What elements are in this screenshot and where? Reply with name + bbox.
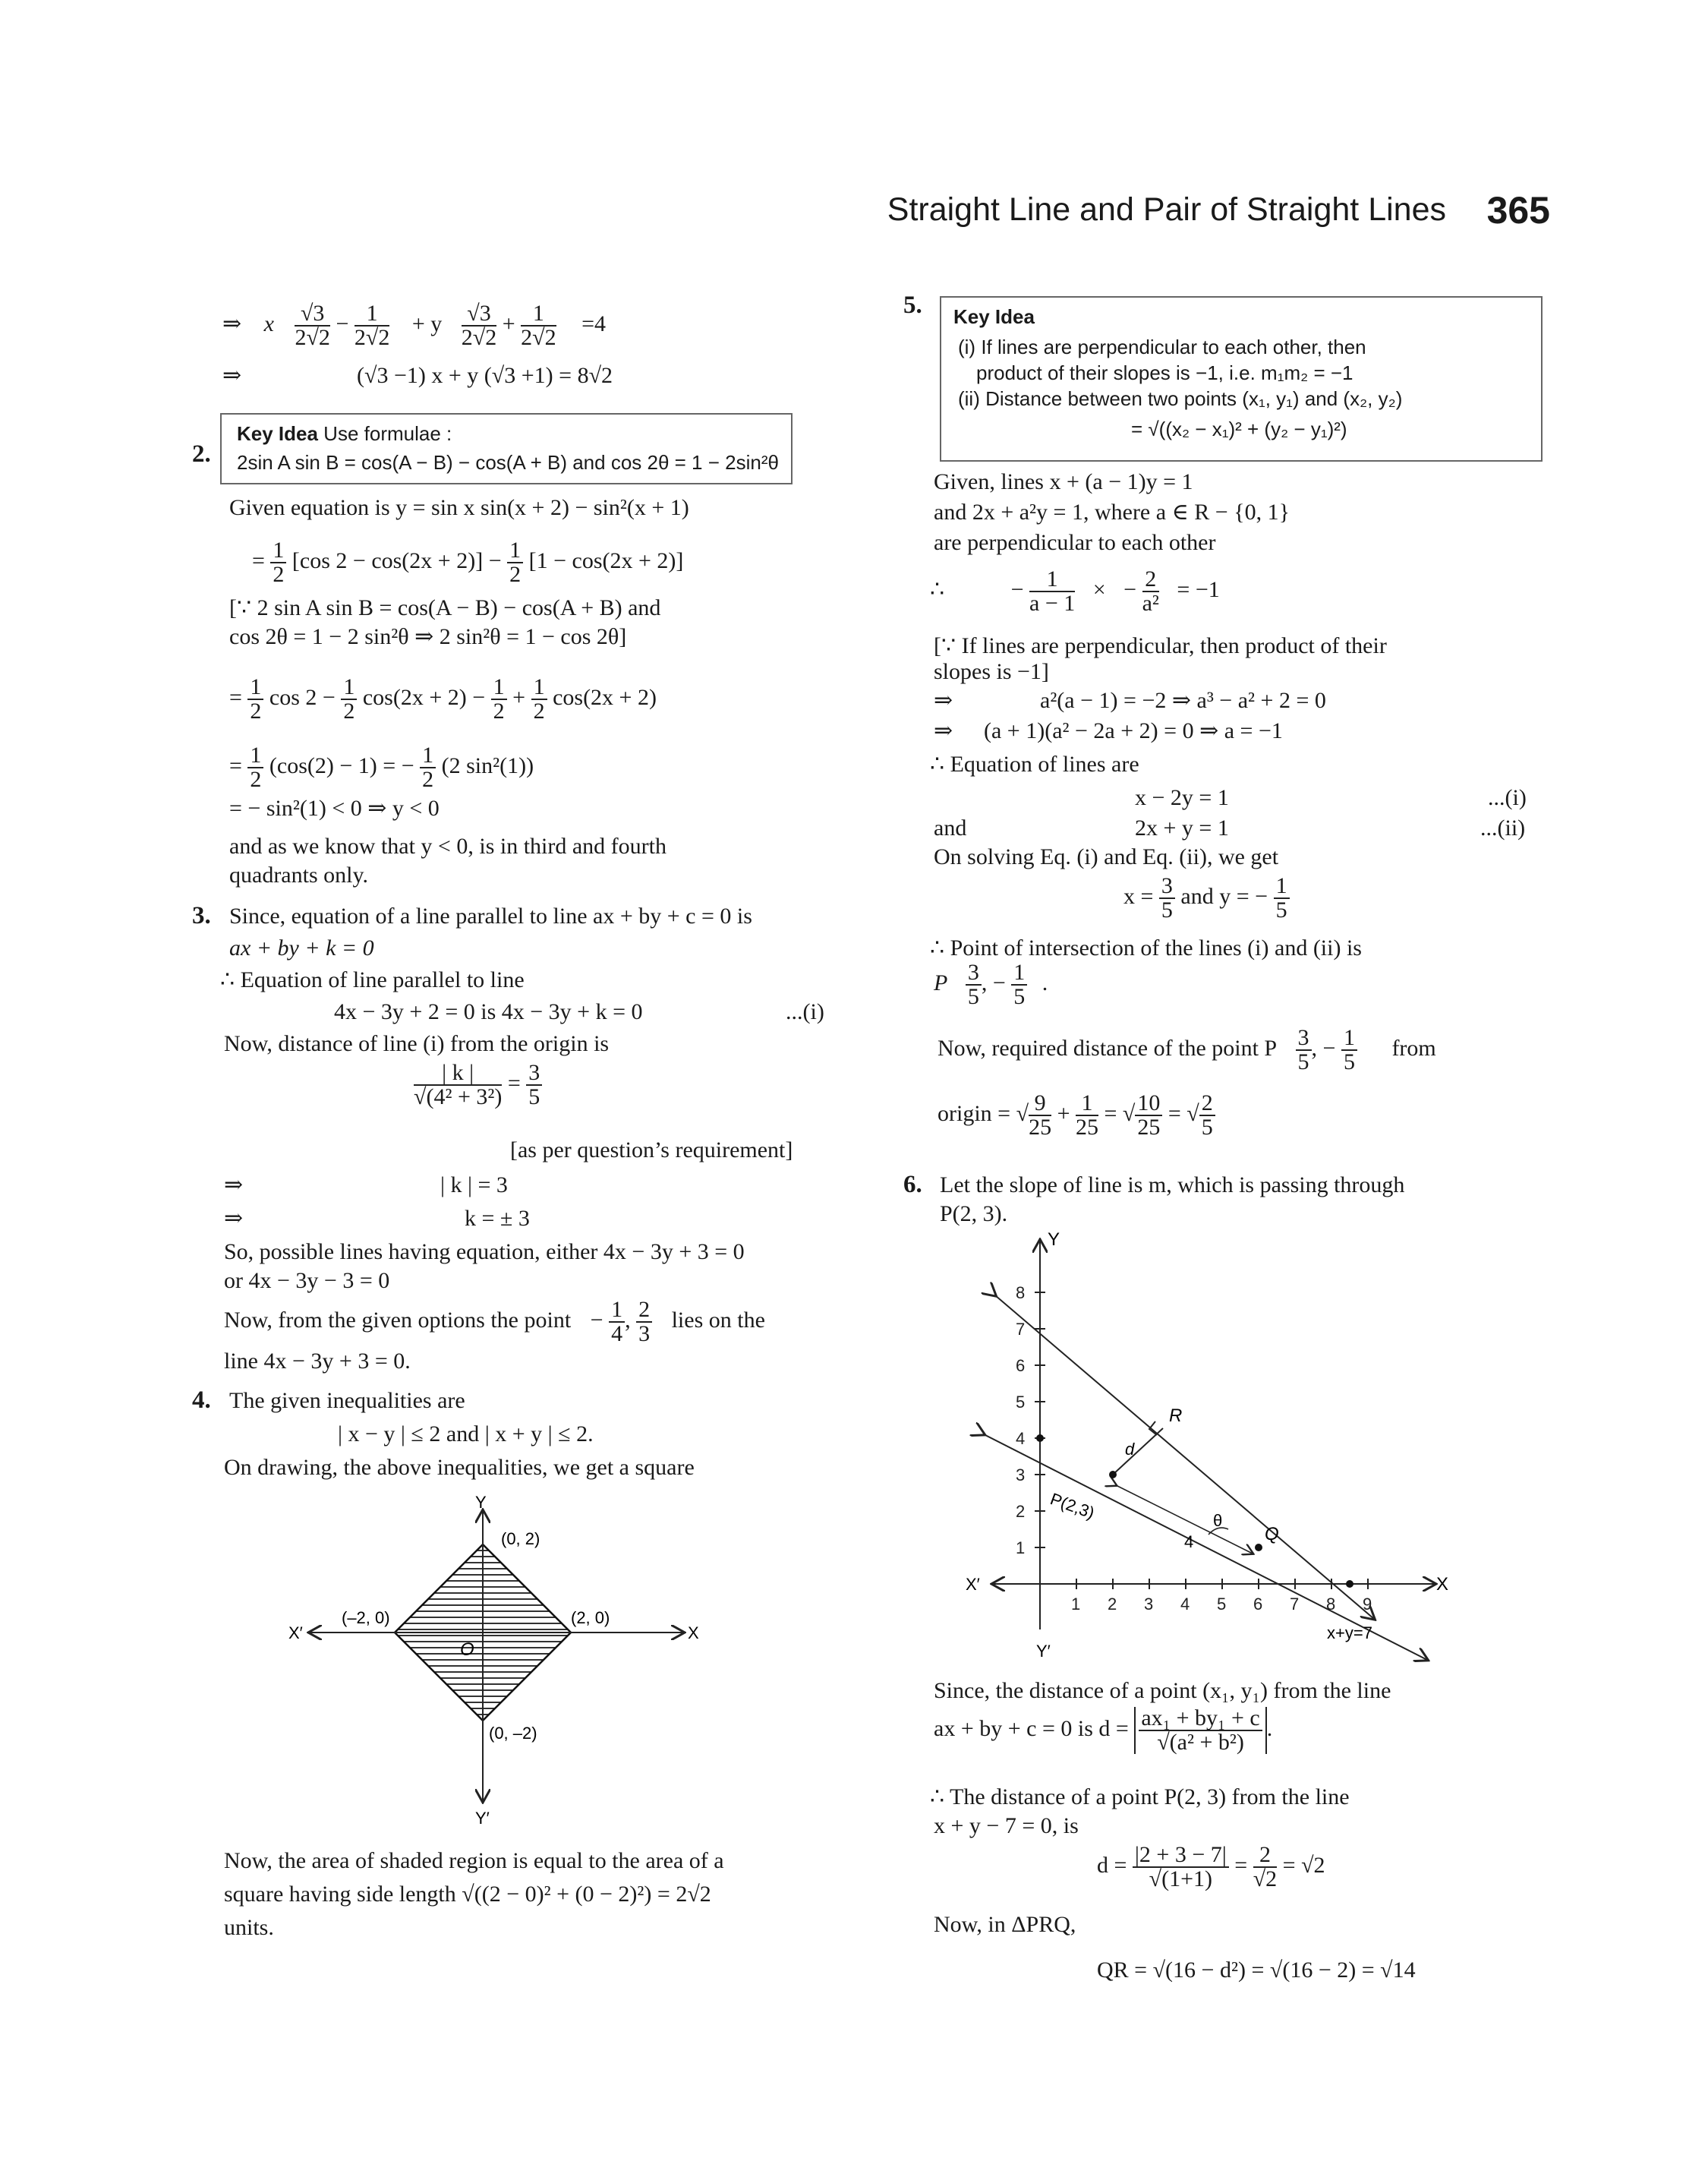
x-tick-label: 9 [1363, 1595, 1372, 1614]
text-line: On drawing, the above inequalities, we get a square [224, 1455, 695, 1480]
running-header-title: Straight Line and Pair of Straight Lines [887, 191, 1446, 228]
vertex-label-left: (–2, 0) [342, 1608, 390, 1627]
y-tick-label: 1 [1016, 1538, 1026, 1557]
question-number: 6. [903, 1171, 922, 1198]
text-line: square having side length √((2 − 0)² + (0 − 2)²) = 2√2 [224, 1882, 711, 1907]
implies-symbol: ⇒ [934, 688, 953, 713]
text-line: ∴ Point of intersection of the lines (i) and (ii) is [930, 935, 1362, 961]
text-line: [∵ If lines are perpendicular, then product of their [934, 633, 1387, 658]
text-line: line 4x − 3y + 3 = 0. [224, 1349, 411, 1374]
implies-symbol: ⇒ [224, 1172, 244, 1197]
y-tick-label: 2 [1016, 1502, 1026, 1521]
label-four: 4 [1184, 1532, 1194, 1551]
label-theta: θ [1213, 1511, 1223, 1530]
y-axis-label: Y [475, 1496, 487, 1512]
text-line: [as per question’s requirement] [510, 1137, 793, 1162]
math-line: origin = √ $\frac{9}{25}$ + $\frac{1}{25}$ = √ $\frac{10}{25}$ = √ $\frac{2}{5}$ [938, 1092, 1215, 1139]
text-line: units. [224, 1915, 274, 1940]
text-line: [∵ 2 sin A sin B = cos(A − B) − cos(A + B) and [229, 595, 661, 620]
equation-line: | k | = 3 [440, 1172, 508, 1197]
text-line: quadrants only. [229, 863, 369, 888]
text-line: Since, equation of a line parallel to line ax + by + c = 0 is [229, 904, 752, 929]
equation-line: 4x − 3y + 2 = 0 is 4x − 3y + k = 0 [334, 999, 643, 1024]
key-idea-text: product of their slopes is −1, i.e. m₁m₂ = −1 [976, 361, 1353, 384]
text-line: So, possible lines having equation, either 4x − 3y + 3 = 0 [224, 1239, 745, 1264]
text-line: Given, lines x + (a − 1)y = 1 [934, 469, 1193, 494]
vertex-label-bottom: (0, –2) [489, 1724, 537, 1743]
label-line-equation: x+y=7 [1327, 1623, 1372, 1642]
var-x: x [263, 311, 274, 336]
top-line-1: ⇒ x $\frac{√3}{2√2}$ − $\frac{1}{2√2}$ + y $\frac{√3}{2√2}$ + $\frac{1}{2√2}$ =4 [222, 301, 607, 350]
x-tick-label: 7 [1290, 1595, 1300, 1614]
text-line: and as we know that y < 0, is in third and fourth [229, 834, 666, 859]
y-tick-label: 4 [1016, 1429, 1026, 1448]
text-line: P(2, 3). [940, 1201, 1008, 1226]
point-x-intercept [1346, 1580, 1353, 1588]
key-idea-text: (ii) Distance between two points (x₁, y₁) and (x₂, y₂) [958, 387, 1403, 410]
fraction: $\frac{1}{2√2}$ [354, 301, 390, 350]
line-x-plus-y-7 [995, 1295, 1374, 1619]
key-idea-box [940, 296, 1543, 462]
y-axis-label: Y [1048, 1229, 1060, 1250]
y-tick-label: 8 [1016, 1283, 1026, 1302]
equation-line: ax + by + k = 0 [229, 935, 374, 961]
x-tick-label: 1 [1071, 1595, 1081, 1614]
text-line: ∴ The distance of a point P(2, 3) from the line [930, 1784, 1350, 1809]
x-tick-label: 6 [1253, 1595, 1263, 1614]
equation-tag: ...(i) [786, 999, 824, 1024]
label-p: P(2,3) [1048, 1489, 1098, 1523]
x-tick-label: 5 [1217, 1595, 1227, 1614]
equation-line: | x − y | ≤ 2 and | x + y | ≤ 2. [338, 1421, 594, 1446]
text-line: Given equation is y = sin x sin(x + 2) − sin²(x + 1) [229, 495, 689, 520]
implies-symbol: ⇒ [224, 1206, 244, 1231]
text-line: ∴ Equation of line parallel to line [220, 967, 525, 992]
label-d: d [1125, 1440, 1135, 1459]
math-line: Now, required distance of the point P $\frac{3}{5}$ , − $\frac{1}{5}$ from [938, 1025, 1436, 1074]
equation-tag: ...(ii) [1480, 815, 1526, 841]
text-line: The given inequalities are [229, 1388, 465, 1413]
text-line: and 2x + a²y = 1, where a ∈ R − {0, 1} [934, 500, 1290, 525]
x-axis-label: X [688, 1623, 699, 1642]
key-idea-formula: = √((x₂ − x₁)² + (y₂ − y₁)²) [1131, 418, 1347, 440]
x-prime-label: X′ [966, 1575, 980, 1594]
equation-line: a²(a − 1) = −2 ⇒ a³ − a² + 2 = 0 [1040, 688, 1326, 713]
x-tick-label: 2 [1108, 1595, 1117, 1614]
text-line: slopes is −1] [934, 659, 1049, 684]
key-idea-text: (i) If lines are perpendicular to each other, then [958, 336, 1366, 358]
question-number: 5. [903, 292, 922, 319]
text-line: On solving Eq. (i) and Eq. (ii), we get [934, 844, 1279, 869]
question-number: 2. [192, 440, 211, 468]
equation-tag: ...(i) [1488, 785, 1527, 810]
point-q [1255, 1544, 1262, 1551]
equation-line: QR = √(16 − d²) = √(16 − 2) = √14 [1097, 1957, 1416, 1983]
implies-symbol: ⇒ [222, 311, 242, 336]
fraction: $\frac{1}{2√2}$ [521, 301, 556, 350]
text-line: Now, in ΔPRQ, [934, 1912, 1076, 1937]
text-line: ∴ Equation of lines are [930, 752, 1139, 777]
x-tick-label: 8 [1326, 1595, 1336, 1614]
fraction: $\frac{√3}{2√2}$ [295, 301, 330, 350]
equation-line: x − 2y = 1 [1135, 785, 1229, 810]
math-line: x = $\frac{3}{5}$ and y = − $\frac{1}{5}$ [1123, 875, 1290, 922]
point-y-intercept [1036, 1434, 1044, 1442]
point-p [1109, 1471, 1117, 1478]
question-number: 3. [192, 902, 211, 929]
math-line: $\frac{| k |}{\text{√(4² + 3²)}}$ = $\frac{3}{5}$ [414, 1062, 542, 1109]
key-idea-heading: Key Idea Use formulae : [237, 422, 452, 445]
label-q: Q [1265, 1524, 1279, 1544]
vertex-label-top: (0, 2) [501, 1529, 540, 1548]
line-graph-figure [964, 1227, 1465, 1667]
vertex-label-right: (2, 0) [571, 1608, 610, 1627]
x-tick-label: 3 [1144, 1595, 1154, 1614]
math-line: d = $\frac{|2 + 3 - 7|}{√(1+1)}$ = $\frac{2}{√2}$ = √2 [1097, 1842, 1325, 1891]
text-line: or 4x − 3y − 3 = 0 [224, 1268, 390, 1293]
text-line: are perpendicular to each other [934, 530, 1216, 555]
text-line: Since, the distance of a point (x₁, y₁) from the line [934, 1678, 1391, 1703]
text-line: Now, the area of shaded region is equal to the area of a [224, 1848, 724, 1873]
equation-line: (a + 1)(a² − 2a + 2) = 0 ⇒ a = −1 [984, 718, 1283, 743]
implies-symbol: ⇒ [222, 363, 242, 388]
math-line: = $\frac{1}{2}$ cos 2 − $\frac{1}{2}$ cos(2x + 2) − $\frac{1}{2}$ + $\frac{1}{2}$ cos(2x + 2) [229, 674, 657, 724]
y-tick-label: 5 [1016, 1393, 1026, 1412]
y-tick-label: 3 [1016, 1465, 1026, 1484]
equation-line: k = ± 3 [465, 1206, 530, 1231]
x-axis-label: X [1436, 1574, 1449, 1595]
y-tick-label: 7 [1016, 1320, 1026, 1339]
label-r: R [1169, 1405, 1183, 1426]
math-line: P $\frac{3}{5}$ , − $\frac{1}{5}$ . [934, 960, 1048, 1009]
y-tick-label: 6 [1016, 1356, 1026, 1375]
math-line: ∴ − $\frac{1}{a - 1}$ × − $\frac{2}{\text{a²}}$ = −1 [930, 566, 1220, 616]
math-line: = $\frac{1}{2}$ [cos 2 − cos(2x + 2)] − $\frac{1}{2}$ [1 − cos(2x + 2)] [252, 538, 684, 587]
text-line: x + y − 7 = 0, is [934, 1813, 1079, 1838]
equation-line: 2x + y = 1 [1135, 815, 1229, 841]
origin-label: O [460, 1639, 474, 1660]
text-line: Let the slope of line is m, which is passing through [940, 1172, 1405, 1197]
page-number: 365 [1486, 189, 1550, 232]
key-idea-box [220, 413, 793, 484]
question-number: 4. [192, 1386, 211, 1414]
math-line: Now, from the given options the point − $\frac{1}{4}$ , $\frac{2}{3}$ lies on the [224, 1297, 765, 1346]
y-prime-label: Y′ [475, 1809, 490, 1828]
square-region-figure [288, 1496, 714, 1830]
text-line: = − sin²(1) < 0 ⇒ y < 0 [229, 796, 440, 821]
perpendicular-pr [1113, 1428, 1163, 1475]
equation-line: (√3 −1) x + y (√3 +1) = 8√2 [357, 363, 613, 388]
fraction: $\frac{√3}{2√2}$ [461, 301, 497, 350]
text-line: Now, distance of line (i) from the origin is [224, 1031, 610, 1056]
implies-symbol: ⇒ [934, 718, 953, 743]
math-line: ax + by + c = 0 is d = $\frac{\text{ax₁ + by₁ + c}}{\text{√(a² + b²)}}$ . [934, 1705, 1273, 1755]
text-line: cos 2θ = 1 − 2 sin²θ ⇒ 2 sin²θ = 1 − cos 2θ] [229, 624, 627, 649]
key-idea-heading: Key Idea [953, 305, 1035, 328]
key-idea-formula: 2sin A sin B = cos(A − B) − cos(A + B) and cos 2θ = 1 − 2sin²θ [237, 451, 779, 474]
y-prime-label: Y′ [1036, 1642, 1051, 1661]
x-prime-label: X′ [288, 1623, 303, 1642]
x-tick-label: 4 [1180, 1595, 1190, 1614]
math-line: = $\frac{1}{2}$ (cos(2) − 1) = − $\frac{1}{2}$ (2 sin²(1)) [229, 743, 534, 792]
